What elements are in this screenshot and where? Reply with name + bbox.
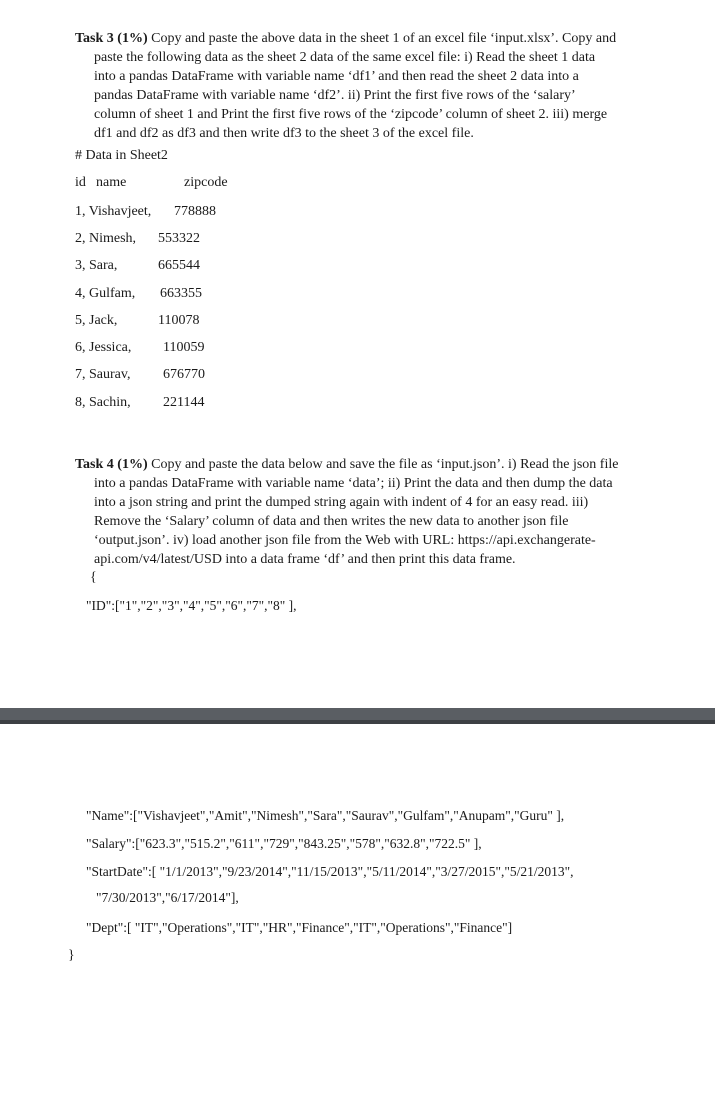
sheet2-row-label: 3, Sara, <box>75 258 118 273</box>
json-salary-line: "Salary":["623.3","515.2","611","729","843.25","578","632.8","722.5" ], <box>86 836 482 851</box>
sheet2-row-zip: 221144 <box>163 395 205 410</box>
page-separator <box>0 708 715 724</box>
json-id-line: "ID":["1","2","3","4","5","6","7","8" ], <box>86 598 297 613</box>
task3-title: Task 3 (1%) <box>75 31 148 46</box>
document-page-2 <box>0 724 715 1105</box>
task4-line-4: Remove the ‘Salary’ column of data and then writes the new data to another json file <box>94 514 569 529</box>
sheet2-row-zip: 665544 <box>158 258 200 273</box>
sheet2-row-label: 5, Jack, <box>75 313 118 328</box>
header-id: id <box>75 175 86 190</box>
sheet2-row-zip: 676770 <box>163 367 205 382</box>
json-dept-line: "Dept":[ "IT","Operations","IT","HR","Finance","IT","Operations","Finance"] <box>86 920 513 935</box>
sheet2-row-label: 1, Vishavjeet, <box>75 204 152 219</box>
task4-line-5: ‘output.json’. iv) load another json file from the Web with URL: https://api.exchangerate- <box>94 533 596 548</box>
sheet2-row-label: 2, Nimesh, <box>75 231 137 246</box>
header-zipcode: zipcode <box>184 175 228 190</box>
task4-paragraph <box>75 455 650 569</box>
task4-title: Task 4 (1%) <box>75 457 148 472</box>
header-name: name <box>96 175 127 190</box>
task4-line-3: into a json string and print the dumped string again with indent of 4 for an easy read. iii) <box>94 495 589 510</box>
sheet2-row-zip: 663355 <box>160 286 202 301</box>
sheet2-row-label: 4, Gulfam, <box>75 286 136 301</box>
json-close-brace: } <box>68 948 75 963</box>
task4-line-1: Copy and paste the data below and save the file as ‘input.json’. i) Read the json file <box>147 457 619 472</box>
task3-line-3: into a pandas DataFrame with variable name ‘df1’ and then read the sheet 2 data into a <box>94 69 579 84</box>
task3-line-2: paste the following data as the sheet 2 data of the same excel file: i) Read the sheet 1 data <box>94 50 596 65</box>
task3-line-5: column of sheet 1 and Print the first five rows of the ‘zipcode’ column of sheet 2. iii) merge <box>94 107 608 122</box>
task3-line-1: Copy and paste the above data in the sheet 1 of an excel file ‘input.xlsx’. Copy and <box>147 31 617 46</box>
json-open-brace: { <box>90 570 97 585</box>
json-name-line: "Name":["Vishavjeet","Amit","Nimesh","Sara","Saurav","Gulfam","Anupam","Guru" ], <box>86 808 565 823</box>
task3-line-6: df1 and df2 as df3 and then write df3 to the sheet 3 of the excel file. <box>94 126 474 141</box>
json-startdate-line-1: "StartDate":[ "1/1/2013","9/23/2014","11/15/2013","5/11/2014","3/27/2015","5/21/2013", <box>86 864 574 879</box>
task3-line-4: pandas DataFrame with variable name ‘df2’. ii) Print the first five rows of the ‘salary’ <box>94 88 576 103</box>
sheet2-row-zip: 553322 <box>158 231 200 246</box>
task4-line-2: into a pandas DataFrame with variable name ‘data’; ii) Print the data and then dump the data <box>94 476 613 491</box>
task4-line-6: api.com/v4/latest/USD into a data frame ‘df’ and then print this data frame. <box>94 552 516 567</box>
sheet2-row-zip: 110059 <box>163 340 205 355</box>
sheet2-row-zip: 110078 <box>158 313 200 328</box>
sheet2-row-label: 6, Jessica, <box>75 340 132 355</box>
sheet2-row-label: 8, Sachin, <box>75 395 131 410</box>
sheet2-comment: # Data in Sheet2 <box>75 148 168 163</box>
task3-paragraph <box>75 29 650 143</box>
sheet2-row-label: 7, Saurav, <box>75 367 131 382</box>
json-startdate-line-2: "7/30/2013","6/17/2014"], <box>96 890 239 905</box>
sheet2-row-zip: 778888 <box>174 204 216 219</box>
